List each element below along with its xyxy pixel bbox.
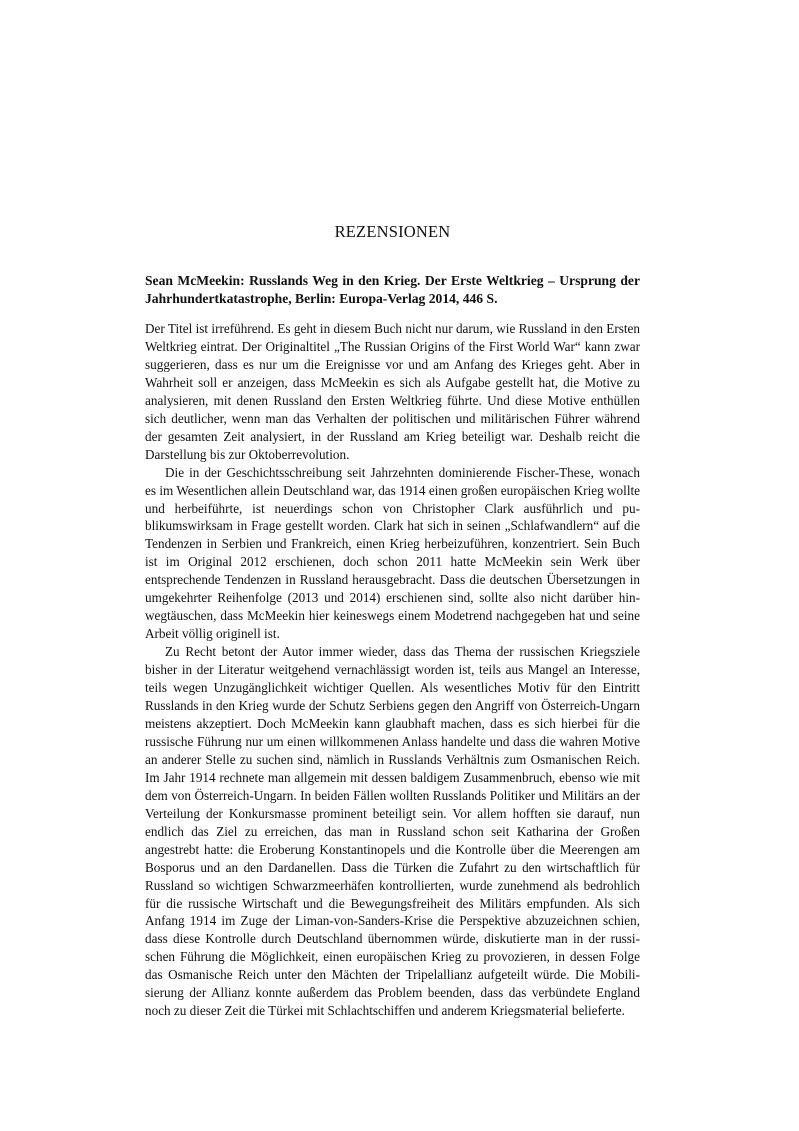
review-paragraph: Der Titel ist irreführend. Es geht in diesem Buch nicht nur darum, wie Russland in den Ersten Weltkrieg eintrat. Der Originaltitel „The Russian Origins of the First World War“ kann zwar suggerieren, dass es nur um die Ereignisse vor und am Anfang des Krieges geht. Aber in Wahrheit soll er anzeigen, dass McMeekin es sich als Aufgabe gestellt hat, die Motive zu analysieren, mit denen Russland den Ersten Weltkrieg führte. Und diese Motive enthüllen sich deutlicher, wenn man das Verhalten der politischen und militärischen Führer während der gesamten Zeit analysiert, in der Russland am Krieg beteiligt war. Deshalb reicht die Darstellung bis zur Oktoberrevolution. bbox=[145, 321, 640, 462]
section-title: REZENSIONEN bbox=[334, 222, 451, 241]
review-paragraph: Zu Recht betont der Autor immer wieder, dass das Thema der russischen Kriegsziele bisher in der Literatur weitgehend vernachlässigt worden ist, teils aus Mangel an Interesse, teils wegen Unzugänglichkeit wichtiger Quellen. Als wesentliches Motiv für den Eintritt Russlands in den Krieg wurde der Schutz Serbiens gegen den Angriff von Österreich-Ungarn meistens akzeptiert. Doch McMeekin kann glaubhaft machen, dass es sich hierbei für die russische Führung nur um einen willkommenen Anlass handelte und dass die wahren Motive an anderer Stelle zu suchen sind, nämlich in Russlands Verhältnis zum Osmanischen Reich. Im Jahr 1914 rechnete man allgemein mit dessen baldigem Zusammenbruch, ebenso wie mit dem von Österreich-Ungarn. In beiden Fällen wollten Russlands Politiker und Militärs an der Verteilung der Konkursmasse prominent beteiligt sein. Vor allem hofften sie darauf, nun endlich das Ziel zu erreichen, das man in Russland schon seit Katharina der Großen angestrebt hatte: die Eroberung Konstantinopels und die Kontrolle über die Meerengen am Bosporus und an den Dardanellen. Dass die Türken die Zufahrt zu den wirtschaftlich für Russland so wichtigen Schwarzmeerhäfen kontrollierten, wurde zunehmend als bedrohlich für die russische Wirtschaft und die Bewegungsfreiheit des Militärs empfunden. Als sich Anfang 1914 im Zuge der Liman-von-Sanders-Krise die Perspektive abzuzeichnen schien, dass diese Kontrolle durch Deutschland übernommen würde, diskutierte man in der russischen Führung die Möglichkeit, einen europäischen Krieg zu provozieren, in dessen Folge das Osmanische Reich unter den Mächten der Tripelallianz aufgeteilt würde. Die Mobilisierung der Allianz konnte außerdem das Problem beenden, dass das verbündete England noch zu dieser Zeit die Türkei mit Schlachtschiffen und anderem Kriegsmaterial belieferte. bbox=[145, 644, 640, 1019]
review-heading: Sean McMeekin: Russlands Weg in den Krieg. Der Erste Weltkrieg – Ursprung der Jahrhundertkatastrophe, Berlin: Europa-Verlag 2014, 446 S. bbox=[145, 273, 640, 307]
review-body bbox=[145, 320, 640, 1020]
review-paragraph: Die in der Geschichtsschreibung seit Jahrzehnten dominierende Fischer-These, wonach es im Wesentlichen allein Deutschland war, das 1914 einen großen europäischen Krieg wollte und herbeiführte, ist neuerdings schon von Christopher Clark ausführlich und publikumswirksam in Frage gestellt worden. Clark hat sich in seinen „Schlafwandlern“ auf die Tendenzen in Serbien und Frankreich, einen Krieg herbeizuführen, konzentriert. Sein Buch ist im Original 2012 erschienen, doch schon 2011 hatte McMeekin sein Werk über entsprechende Tendenzen in Russland herausgebracht. Dass die deutschen Übersetzungen in umgekehrter Reihenfolge (2013 und 2014) erschienen sind, sollte also nicht darüber hinwegtäuschen, dass McMeekin hier keineswegs einem Modetrend nachgegeben hat und seine Arbeit völlig originell ist. bbox=[145, 464, 640, 642]
